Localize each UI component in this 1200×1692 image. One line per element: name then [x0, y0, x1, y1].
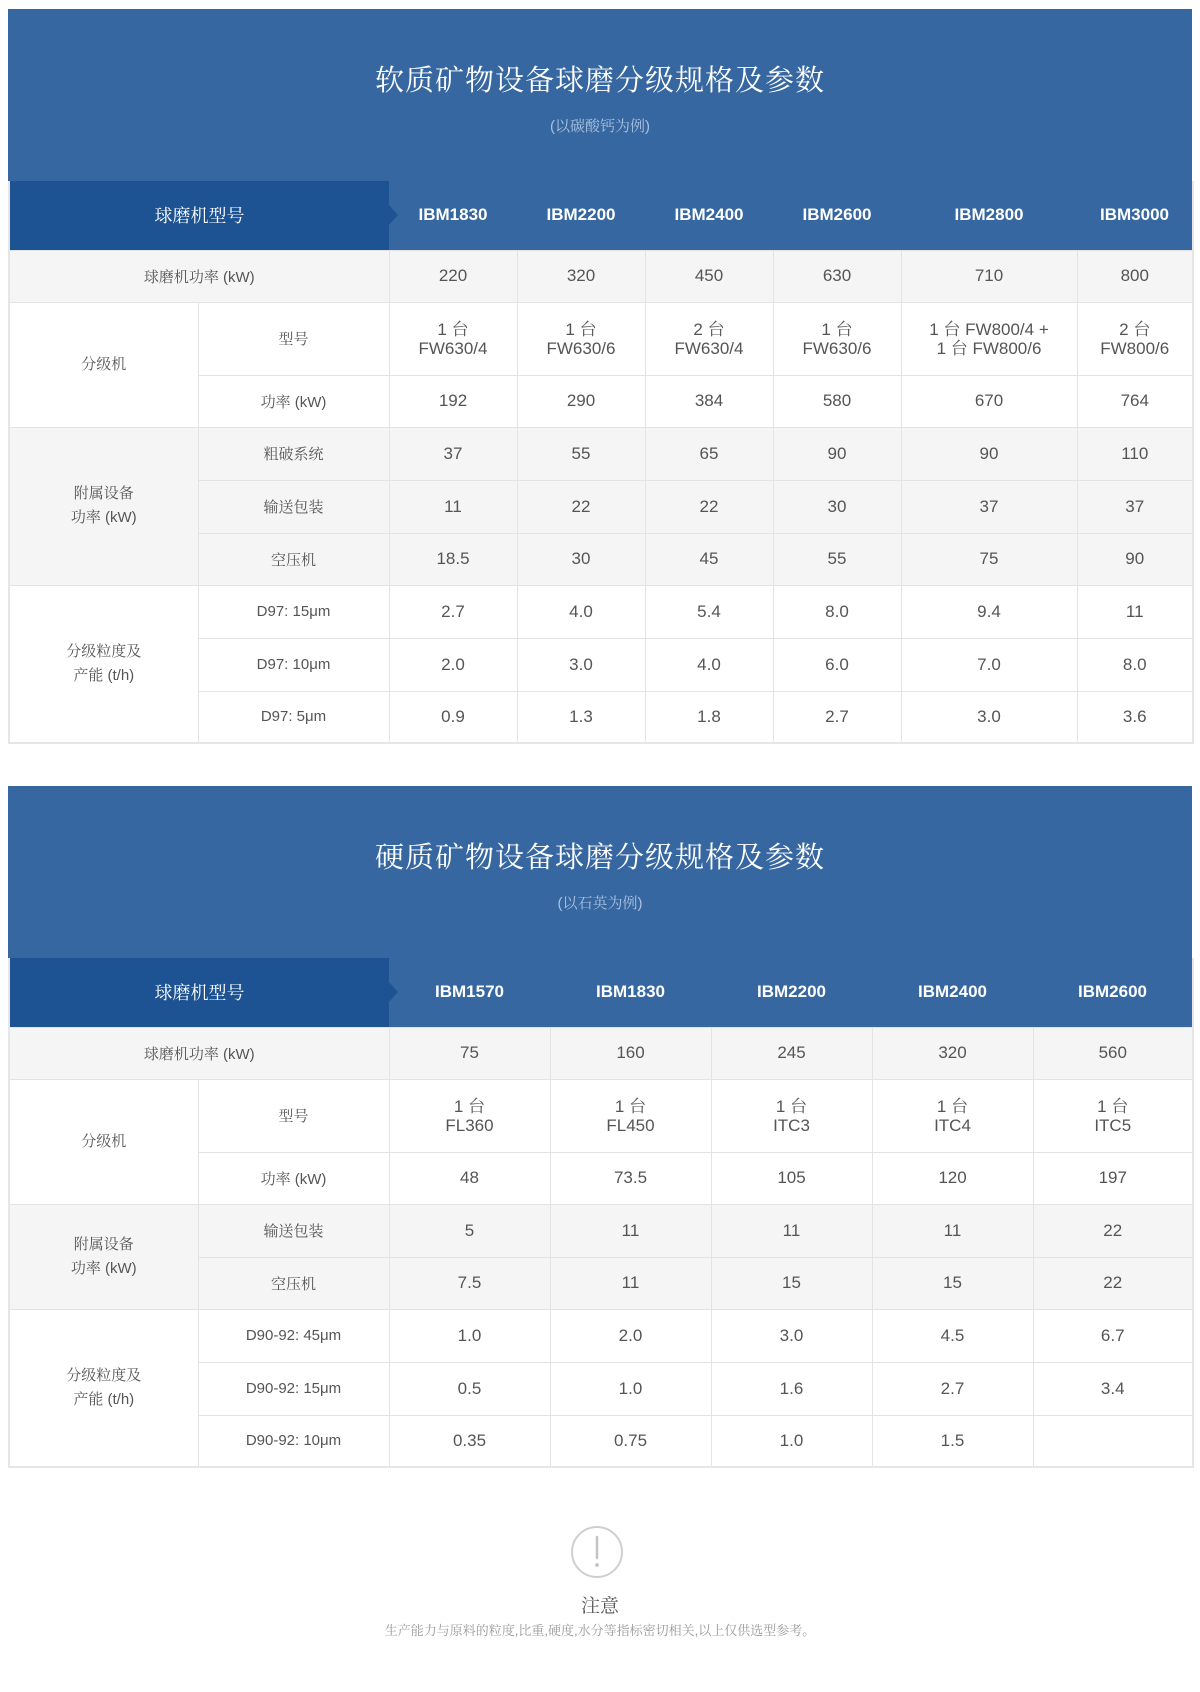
mill-power-cell: 245 — [711, 1027, 872, 1079]
classifier-model-label: 型号 — [198, 302, 389, 375]
capacity-cell: 7.0 — [901, 638, 1077, 691]
mill-power-cell: 800 — [1077, 250, 1193, 302]
hard-spec-section — [8, 786, 1192, 1468]
model-header: IBM2600 — [1033, 958, 1193, 1027]
mill-power-label: 球磨机功率 (kW) — [9, 1027, 389, 1079]
classifier-model-row — [9, 302, 1193, 375]
mill-power-label: 球磨机功率 (kW) — [9, 250, 389, 302]
auxiliary-cell: 22 — [645, 480, 773, 533]
model-header: IBM1830 — [389, 181, 517, 250]
capacity-cell: 3.0 — [517, 638, 645, 691]
capacity-cell: 3.4 — [1033, 1362, 1193, 1415]
auxiliary-cell: 37 — [1077, 480, 1193, 533]
soft-spec-table — [8, 181, 1194, 744]
classifier-model-cell — [389, 1079, 550, 1152]
hard-table-subtitle: (以石英为例) — [557, 895, 643, 912]
auxiliary-cell: 5 — [389, 1204, 550, 1257]
capacity-group-line: 产能 (t/h) — [73, 666, 135, 684]
auxiliary-row-label: 空压机 — [198, 533, 389, 585]
capacity-cell: 2.0 — [550, 1309, 711, 1362]
classifier-model-cell — [550, 1079, 711, 1152]
capacity-group-line: 分级粒度及 — [66, 642, 142, 660]
auxiliary-cell: 45 — [645, 533, 773, 585]
capacity-group-label — [9, 585, 198, 743]
mill-power-cell: 320 — [872, 1027, 1033, 1079]
classifier-model-cell — [517, 302, 645, 375]
classifier-model-line: 1 台 — [936, 1096, 969, 1116]
mill-power-cell: 220 — [389, 250, 517, 302]
capacity-cell: 0.35 — [389, 1415, 550, 1467]
model-header: IBM2400 — [872, 958, 1033, 1027]
classifier-model-line: FW630/6 — [802, 338, 872, 358]
capacity-row — [9, 585, 1193, 638]
auxiliary-cell: 18.5 — [389, 533, 517, 585]
classifier-power-cell: 120 — [872, 1152, 1033, 1204]
classifier-model-line: 1 台 — [453, 1096, 486, 1116]
classifier-model-cell — [1033, 1079, 1193, 1152]
capacity-cell: 1.0 — [711, 1415, 872, 1467]
capacity-cell: 1.0 — [389, 1309, 550, 1362]
capacity-cell: 2.7 — [773, 691, 901, 743]
capacity-cell: 8.0 — [773, 585, 901, 638]
auxiliary-cell: 90 — [901, 427, 1077, 480]
note-title: 注意 — [580, 1596, 619, 1617]
classifier-model-line: ITC3 — [773, 1115, 810, 1135]
capacity-row-label: D97: 10μm — [198, 638, 389, 691]
classifier-power-cell: 105 — [711, 1152, 872, 1204]
auxiliary-row — [9, 1204, 1193, 1257]
capacity-cell: 1.8 — [645, 691, 773, 743]
classifier-model-cell — [711, 1079, 872, 1152]
auxiliary-cell: 22 — [1033, 1257, 1193, 1309]
capacity-cell: 9.4 — [901, 585, 1077, 638]
classifier-model-line: FL450 — [606, 1115, 655, 1135]
classifier-model-cell — [1077, 302, 1193, 375]
classifier-model-row — [9, 1079, 1193, 1152]
classifier-power-cell: 290 — [517, 375, 645, 427]
auxiliary-cell: 75 — [901, 533, 1077, 585]
soft-spec-section — [8, 9, 1192, 744]
classifier-power-cell: 384 — [645, 375, 773, 427]
classifier-power-cell: 73.5 — [550, 1152, 711, 1204]
classifier-model-line: 1 台 — [437, 319, 469, 339]
auxiliary-cell: 11 — [389, 480, 517, 533]
auxiliary-cell: 22 — [1033, 1204, 1193, 1257]
classifier-power-label: 功率 (kW) — [198, 375, 389, 427]
classifier-model-line: 1 台 — [1097, 1096, 1129, 1116]
classifier-model-line: 1 台 FW800/6 — [936, 338, 1042, 358]
classifier-model-line: FW630/6 — [546, 338, 616, 358]
auxiliary-cell: 30 — [517, 533, 645, 585]
model-header-label: 球磨机型号 — [9, 958, 389, 1027]
classifier-model-line: 1 台 — [775, 1096, 808, 1116]
classifier-model-line: FW800/6 — [1100, 338, 1170, 358]
hard-table-title: 硬质矿物设备球磨分级规格及参数 — [374, 842, 825, 874]
auxiliary-cell: 15 — [711, 1257, 872, 1309]
model-header: IBM2600 — [773, 181, 901, 250]
header-row — [9, 181, 1193, 250]
capacity-cell: 8.0 — [1077, 638, 1193, 691]
auxiliary-cell: 11 — [711, 1204, 872, 1257]
model-header: IBM3000 — [1077, 181, 1193, 250]
capacity-cell: 3.0 — [711, 1309, 872, 1362]
classifier-power-cell: 670 — [901, 375, 1077, 427]
auxiliary-cell: 11 — [550, 1257, 711, 1309]
model-header: IBM2800 — [901, 181, 1077, 250]
classifier-model-line: ITC5 — [1094, 1115, 1132, 1135]
soft-table-subtitle: (以碳酸钙为例) — [550, 118, 650, 135]
classifier-model-cell — [901, 302, 1077, 375]
auxiliary-cell: 37 — [901, 480, 1077, 533]
capacity-cell: 3.0 — [901, 691, 1077, 743]
capacity-cell: 4.0 — [517, 585, 645, 638]
capacity-cell: 2.0 — [389, 638, 517, 691]
classifier-group-label: 分级机 — [9, 302, 198, 427]
capacity-row — [9, 1309, 1193, 1362]
mill-power-cell: 630 — [773, 250, 901, 302]
auxiliary-row-label: 粗破系统 — [198, 427, 389, 480]
capacity-cell: 1.3 — [517, 691, 645, 743]
capacity-cell: 5.4 — [645, 585, 773, 638]
capacity-cell: 6.7 — [1033, 1309, 1193, 1362]
capacity-cell: 0.75 — [550, 1415, 711, 1467]
auxiliary-group-label — [9, 1204, 198, 1309]
model-header-label: 球磨机型号 — [9, 181, 389, 250]
header-row — [9, 958, 1193, 1027]
capacity-cell: 1.0 — [550, 1362, 711, 1415]
capacity-group-line: 产能 (t/h) — [73, 1390, 135, 1408]
classifier-model-line: 1 台 — [614, 1096, 647, 1116]
capacity-group-line: 分级粒度及 — [66, 1366, 142, 1384]
auxiliary-cell: 15 — [872, 1257, 1033, 1309]
classifier-model-cell — [389, 302, 517, 375]
auxiliary-row — [9, 427, 1193, 480]
classifier-model-cell — [773, 302, 901, 375]
capacity-cell: 1.5 — [872, 1415, 1033, 1467]
capacity-group-label — [9, 1309, 198, 1467]
auxiliary-group-line: 功率 (kW) — [70, 509, 137, 526]
model-header: IBM1570 — [389, 958, 550, 1027]
classifier-model-line: 1 台 FW800/4 + — [929, 319, 1049, 339]
capacity-cell: 4.0 — [645, 638, 773, 691]
auxiliary-group-line: 附属设备 — [73, 1235, 134, 1253]
mill-power-cell: 560 — [1033, 1027, 1193, 1079]
capacity-cell: 0.5 — [389, 1362, 550, 1415]
classifier-model-line: FL360 — [445, 1115, 494, 1135]
auxiliary-row-label: 输送包装 — [198, 480, 389, 533]
auxiliary-cell: 30 — [773, 480, 901, 533]
hard-spec-table — [8, 958, 1194, 1468]
classifier-model-label: 型号 — [198, 1079, 389, 1152]
capacity-cell — [1033, 1415, 1193, 1467]
model-header: IBM1830 — [550, 958, 711, 1027]
model-header: IBM2400 — [645, 181, 773, 250]
capacity-row-label: D97: 15μm — [198, 585, 389, 638]
model-header: IBM2200 — [711, 958, 872, 1027]
classifier-power-cell: 192 — [389, 375, 517, 427]
classifier-power-cell: 764 — [1077, 375, 1193, 427]
auxiliary-group-label — [9, 427, 198, 585]
auxiliary-cell: 11 — [872, 1204, 1033, 1257]
auxiliary-cell: 90 — [1077, 533, 1193, 585]
classifier-power-cell: 197 — [1033, 1152, 1193, 1204]
capacity-cell: 2.7 — [872, 1362, 1033, 1415]
mill-power-cell: 75 — [389, 1027, 550, 1079]
mill-power-row — [9, 250, 1193, 302]
capacity-cell: 1.6 — [711, 1362, 872, 1415]
auxiliary-group-line: 功率 (kW) — [70, 1259, 137, 1277]
mill-power-cell: 450 — [645, 250, 773, 302]
capacity-cell: 6.0 — [773, 638, 901, 691]
auxiliary-cell: 90 — [773, 427, 901, 480]
classifier-power-cell: 48 — [389, 1152, 550, 1204]
classifier-model-line: 2 台 — [693, 319, 725, 339]
classifier-model-line: FW630/4 — [674, 338, 744, 358]
auxiliary-cell: 55 — [773, 533, 901, 585]
auxiliary-cell: 11 — [550, 1204, 711, 1257]
warning-icon — [570, 1525, 624, 1579]
auxiliary-group-line: 附属设备 — [73, 485, 134, 502]
auxiliary-row-label: 空压机 — [198, 1257, 389, 1309]
mill-power-row — [9, 1027, 1193, 1079]
classifier-model-line: FW630/4 — [418, 338, 488, 358]
auxiliary-cell: 55 — [517, 427, 645, 480]
auxiliary-cell: 22 — [517, 480, 645, 533]
classifier-model-line: ITC4 — [934, 1115, 971, 1135]
capacity-cell: 3.6 — [1077, 691, 1193, 743]
soft-title-band — [8, 9, 1192, 181]
classifier-group-label: 分级机 — [9, 1079, 198, 1204]
capacity-cell: 4.5 — [872, 1309, 1033, 1362]
note-text: 生产能力与原料的粒度,比重,硬度,水分等指标密切相关,以上仅供选型参考。 — [384, 1623, 816, 1638]
auxiliary-row-label: 输送包装 — [198, 1204, 389, 1257]
model-header: IBM2200 — [517, 181, 645, 250]
capacity-cell: 0.9 — [389, 691, 517, 743]
auxiliary-cell: 65 — [645, 427, 773, 480]
soft-table-title: 软质矿物设备球磨分级规格及参数 — [374, 65, 825, 97]
classifier-model-cell — [872, 1079, 1033, 1152]
capacity-cell: 2.7 — [389, 585, 517, 638]
classifier-power-cell: 580 — [773, 375, 901, 427]
capacity-cell: 11 — [1077, 585, 1193, 638]
classifier-model-line: 1 台 — [565, 319, 597, 339]
capacity-row-label: D90-92: 10μm — [198, 1415, 389, 1467]
auxiliary-cell: 7.5 — [389, 1257, 550, 1309]
auxiliary-cell: 110 — [1077, 427, 1193, 480]
classifier-power-label: 功率 (kW) — [198, 1152, 389, 1204]
classifier-model-cell — [645, 302, 773, 375]
mill-power-cell: 160 — [550, 1027, 711, 1079]
capacity-row-label: D90-92: 45μm — [198, 1309, 389, 1362]
classifier-model-line: 1 台 — [821, 319, 853, 339]
capacity-row-label: D97: 5μm — [198, 691, 389, 743]
mill-power-cell: 710 — [901, 250, 1077, 302]
capacity-row-label: D90-92: 15μm — [198, 1362, 389, 1415]
auxiliary-cell: 37 — [389, 427, 517, 480]
hard-title-band — [8, 786, 1192, 958]
classifier-model-line: 2 台 — [1119, 319, 1151, 339]
mill-power-cell: 320 — [517, 250, 645, 302]
